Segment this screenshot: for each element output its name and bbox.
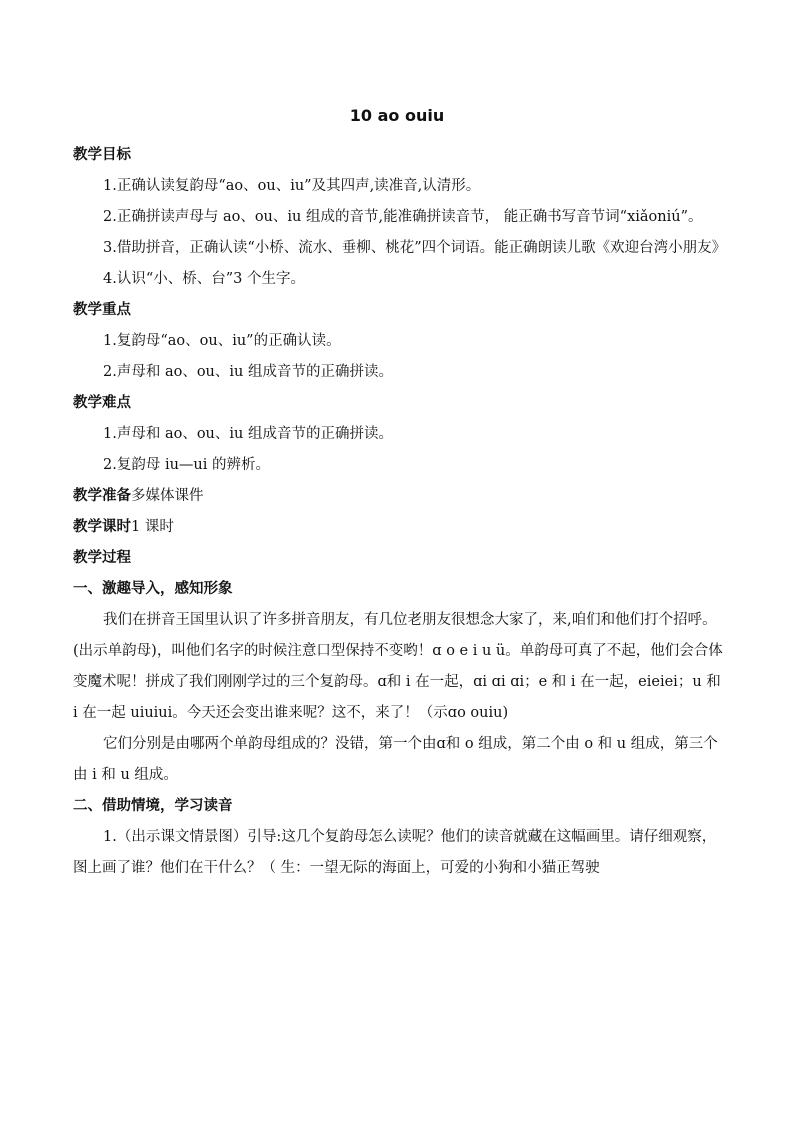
duration-line bbox=[73, 512, 723, 543]
document-body bbox=[73, 140, 727, 884]
section1-paragraph: 它们分别是由哪两个单韵母组成的？没错，第一个由ɑ和 o 组成，第二个由 o 和 u 组成，第三个由 i 和 u 组成。 bbox=[73, 736, 718, 783]
goal-item: 2.正确拼读声母与 ao、ou、iu 组成的音节,能准确拼读音节， 能正确书写音节词“xiǎoniú”。 bbox=[103, 209, 703, 225]
goal-item: 3.借助拼音，正确认读“小桥、流水、垂柳、桃花”四个词语。能正确朗读儿歌《欢迎台湾小朋友》 bbox=[103, 240, 727, 256]
goal-item: 1.正确认读复韵母“ao、ou、iu”及其四声,读准音,认清形。 bbox=[103, 178, 481, 194]
preparation-line bbox=[73, 481, 723, 512]
section2-paragraph: 1.（出示课文情景图）引导:这几个复韵母怎么读呢？他们的读音就藏在这幅画里。请仔细观察，图上画了谁？他们在干什么？（ 生：一望无际的海面上，可爱的小狗和小猫正驾驶 bbox=[73, 829, 717, 876]
duration-label: 教学课时 bbox=[73, 519, 131, 535]
key-points-heading: 教学重点 bbox=[73, 302, 131, 318]
goals-heading: 教学目标 bbox=[73, 147, 131, 163]
section1-paragraph: 我们在拼音王国里认识了许多拼音朋友，有几位老朋友很想念大家了，来,咱们和他们打个招呼。(出示单韵母)，叫他们名字的时候注意口型保持不变哟！ɑ o e i u ü。单韵母可真了不起，他们会合体变魔术呢！拼成了我们刚刚学过的三个复韵母。ɑ和 i 在一起，ɑi ɑi ɑi；e 和 i 在一起，eieiei；u 和 i 在一起 uiuiui。今天还会变出谁来呢？这不，来了！（示ɑo ouiu) bbox=[73, 612, 723, 721]
goal-item: 4.认识“小、桥、台”3 个生字。 bbox=[103, 271, 305, 287]
section2-heading: 二、借助情境，学习读音 bbox=[73, 798, 233, 814]
preparation-label: 教学准备 bbox=[73, 488, 131, 504]
duration-value: 1 课时 bbox=[131, 519, 174, 535]
difficulty-item: 1.声母和 ao、ou、iu 组成音节的正确拼读。 bbox=[103, 426, 393, 442]
preparation-value: 多媒体课件 bbox=[131, 488, 204, 504]
key-point-item: 2.声母和 ao、ou、iu 组成音节的正确拼读。 bbox=[103, 364, 393, 380]
difficulties-heading: 教学难点 bbox=[73, 395, 131, 411]
section1-heading: 一、激趣导入，感知形象 bbox=[73, 581, 233, 597]
lesson-title: 10 ao ouiu bbox=[349, 106, 445, 125]
key-point-item: 1.复韵母“ao、ou、iu”的正确认读。 bbox=[103, 333, 341, 349]
difficulty-item: 2.复韵母 iu—ui 的辨析。 bbox=[103, 457, 271, 473]
process-heading: 教学过程 bbox=[73, 550, 131, 566]
